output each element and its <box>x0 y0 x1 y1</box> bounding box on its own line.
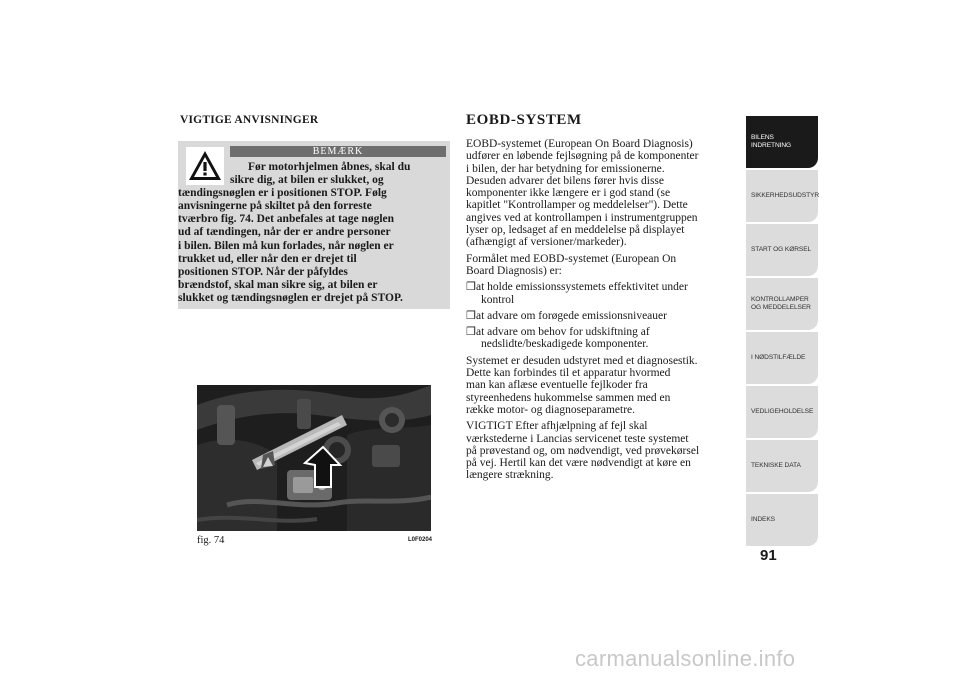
warning-line: brændstof, skal man sikre sig, at bilen er <box>178 278 378 291</box>
paragraph-3 <box>466 355 746 416</box>
tab-i-nodstilfaelde[interactable] <box>746 332 818 384</box>
tab-label: SIKKERHEDSUDSTYR <box>751 192 820 199</box>
warning-title: BEMÆRK <box>230 146 446 157</box>
paragraph-2 <box>466 253 746 278</box>
engine-bay-illustration <box>197 385 431 531</box>
text-line: udfører en løbende fejlsøgning på de komponenter <box>466 150 699 163</box>
text-line: man kan aflæse eventuelle fejlkoder fra <box>466 379 648 392</box>
tab-label: TEKNISKE DATA <box>751 462 801 469</box>
checkbox-bullet-icon: ❒ <box>466 326 476 339</box>
tab-label: OG MEDDELELSER <box>751 304 811 311</box>
paragraph-1 <box>466 138 746 249</box>
section-body <box>466 138 746 486</box>
warning-line: anvisningerne på skiltet på den forreste <box>178 200 372 213</box>
checkbox-bullet-icon: ❒ <box>466 309 476 322</box>
text-line: at advare om behov for udskiftning af <box>476 326 650 339</box>
warning-line: sikre dig, at bilen er slukket, og <box>230 174 384 187</box>
warning-line: i bilen. Bilen må kun forlades, når nøglen er <box>178 239 394 252</box>
tab-bilens-indretning[interactable] <box>746 116 818 168</box>
text-line: nedslidte/beskadigede komponenter. <box>481 338 649 351</box>
tab-kontrollamper[interactable] <box>746 278 818 330</box>
checkbox-bullet-icon: ❒ <box>466 281 476 294</box>
text-line: angives ved at kontrollampen i instrumentgruppen <box>466 211 698 224</box>
text-line: styreenhedens hukommelse sammen med en <box>466 391 671 404</box>
figure-code: L0F0204 <box>408 537 433 543</box>
warning-box <box>178 141 450 309</box>
warning-text <box>178 161 446 305</box>
text-line: lyser op, ledsaget af en meddelelse på displayet <box>466 224 685 237</box>
figure-74-photo <box>197 385 431 531</box>
text-line: Dette kan forbindes til et apparatur hvormed <box>466 367 671 380</box>
warning-line: tændingsnøglen er i positionen STOP. Følg <box>178 187 387 200</box>
text-line: på prøvestand og, om nødvendigt, ved prøvekørsel <box>466 444 700 457</box>
text-line: Systemet er desuden udstyret med et diagnosestik. <box>466 354 698 367</box>
tab-label: INDEKS <box>751 516 775 523</box>
tab-label: KONTROLLAMPER <box>751 296 809 303</box>
list-item <box>466 281 746 306</box>
text-line: længere strækning. <box>466 469 554 482</box>
tab-sikkerhedsudstyr[interactable] <box>746 170 818 222</box>
text-line: (afhængigt af versioner/markeder). <box>466 236 627 249</box>
text-line: at holde emissionssystemets effektivitet under <box>476 281 688 294</box>
warning-line: tværbro fig. 74. Det anbefales at tage nøglen <box>178 213 395 226</box>
text-line: række motor- og diagnoseparametre. <box>466 403 636 416</box>
text-line: på vej. Hertil kan det være nødvendigt at køre en <box>466 457 691 470</box>
watermark: carmanualsonline.info <box>575 646 796 671</box>
tab-label: VEDLIGEHOLDELSE <box>751 408 814 415</box>
text-line: VIGTIGT Efter afhjælpning af fejl skal <box>466 420 648 433</box>
paragraph-4 <box>466 420 746 481</box>
tab-vedligeholdelse[interactable] <box>746 386 818 438</box>
text-line: kontrol <box>481 293 515 306</box>
page-number: 91 <box>760 547 777 564</box>
text-line: Desuden advarer det bilens fører hvis disse <box>466 174 664 187</box>
text-line: komponenter ikke længere er i god stand (se <box>466 187 671 200</box>
section-heading: VIGTIGE ANVISNINGER <box>180 114 319 126</box>
text-line: EOBD-systemet (European On Board Diagnosis) <box>466 138 693 150</box>
text-line: i bilen, der har betydning for emissionerne. <box>466 162 665 175</box>
tab-indeks[interactable] <box>746 494 818 546</box>
tab-tekniske-data[interactable] <box>746 440 818 492</box>
warning-line: positionen STOP. Når der påfyldes <box>178 265 348 278</box>
text-line: Formålet med EOBD-systemet (European On <box>466 252 677 265</box>
warning-line: trukket ud, eller når den er drejet til <box>178 252 357 265</box>
warning-line: slukket og tændingsnøglen er drejet på STOP. <box>178 291 403 304</box>
tab-label: START OG KØRSEL <box>751 246 812 253</box>
text-line: Board Diagnosis) er: <box>466 264 562 277</box>
list-item <box>466 326 746 351</box>
tab-label: I NØDSTILFÆLDE <box>751 354 806 361</box>
text-line: at advare om forøgede emissionsniveauer <box>476 309 667 322</box>
section-title: EOBD-SYSTEM <box>466 112 582 128</box>
list-item <box>466 310 746 322</box>
warning-line: Før motorhjelmen åbnes, skal du <box>248 161 411 173</box>
figure-label: fig. 74 <box>197 535 225 546</box>
warning-line: ud af tændingen, når der er andre personer <box>178 226 391 239</box>
tab-label: BILENS <box>751 134 774 141</box>
text-line: kapitlet "Kontrollamper og meddelelser"). Dette <box>466 199 688 212</box>
tab-label: INDRETNING <box>751 142 792 149</box>
tab-start-og-korsel[interactable] <box>746 224 818 276</box>
text-line: værkstederne i Lancias servicenet teste systemet <box>466 432 689 445</box>
